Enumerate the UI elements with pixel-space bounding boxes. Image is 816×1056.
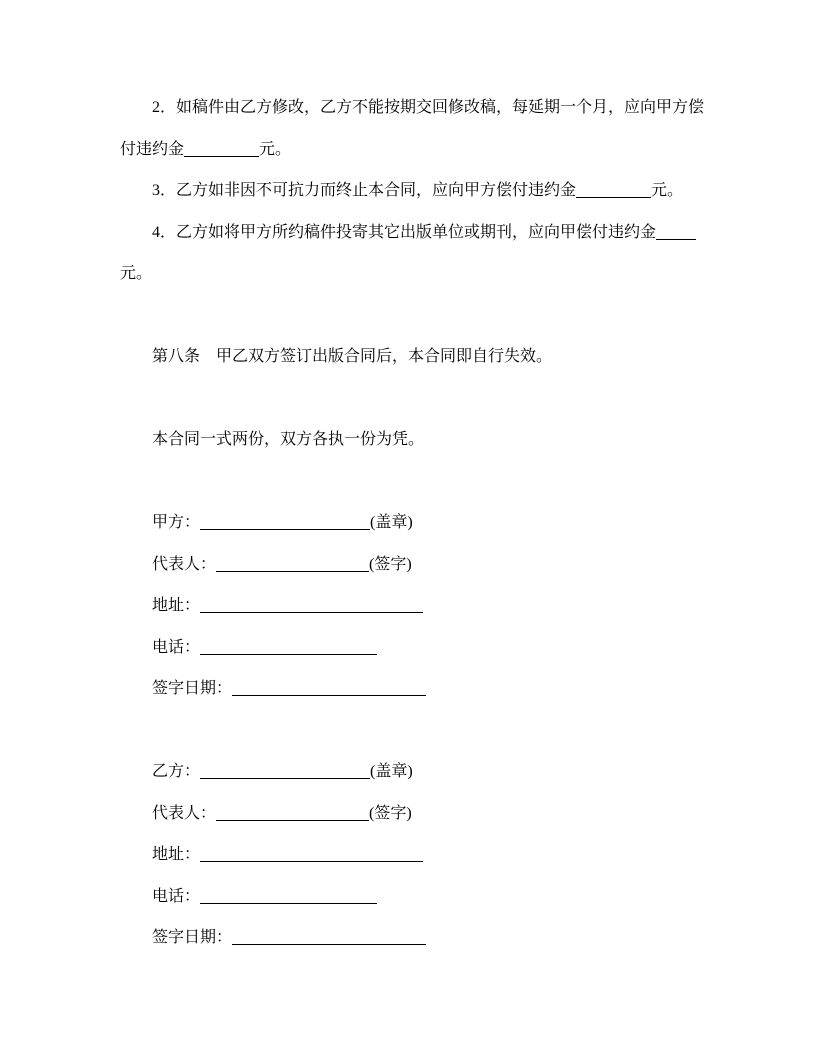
text-run: 第八条 甲乙双方签订出版合同后，本合同即自行失效。 (152, 348, 553, 365)
party-b-phone-line (120, 876, 700, 918)
fill-in-blank[interactable] (200, 764, 370, 779)
text-run: 代表人： (152, 555, 217, 573)
text-run: (签字) (369, 804, 412, 822)
party-b-rep-line (120, 793, 700, 835)
party-a-sign-date-line (120, 668, 700, 710)
text-run: 3．乙方如非因不可抗力而终止本合同，应向甲方偿付违约金 (152, 182, 577, 199)
fill-in-blank[interactable] (184, 142, 259, 157)
text-run: (盖章) (370, 763, 413, 780)
party-b-address-line (120, 834, 700, 876)
text-run: 签字日期： (152, 929, 233, 946)
clause-2-line-2 (120, 129, 700, 171)
text-run: 乙方： (152, 763, 201, 780)
clause-4-line-1 (120, 212, 700, 254)
text-run: 4．乙方如将甲方所约稿件投寄其它出版单位或期刊，应向甲偿付违约金 (152, 223, 657, 241)
document-content (120, 87, 705, 959)
fill-in-blank[interactable] (576, 183, 651, 198)
text-run: 付违约金 (120, 140, 185, 158)
party-a-phone-line (120, 627, 700, 669)
text-run: 代表人： (152, 804, 217, 822)
fill-in-blank[interactable] (232, 930, 426, 945)
clause-2-line-1 (120, 87, 705, 129)
blank-line (120, 295, 700, 337)
fill-in-blank[interactable] (200, 598, 423, 613)
party-b-sign-date-line (120, 917, 700, 959)
text-run: (盖章) (370, 514, 413, 531)
blank-line (120, 378, 700, 420)
blank-line (120, 461, 700, 503)
text-run: 元。 (651, 182, 684, 199)
text-run: 甲方： (152, 514, 201, 531)
fill-in-blank[interactable] (200, 640, 377, 655)
text-run: 地址： (152, 597, 201, 614)
text-run: 元。 (120, 265, 153, 282)
text-run: 元。 (259, 140, 292, 158)
clause-3-line (120, 170, 700, 212)
text-run: 签字日期： (152, 680, 233, 697)
party-b-name-line (120, 751, 700, 793)
text-run: 本合同一式两份，双方各执一份为凭。 (152, 431, 425, 448)
party-a-name-line (120, 502, 700, 544)
text-run: 2．如稿件由乙方修改，乙方不能按期交回修改稿，每延期一个月，应向甲方偿 (152, 99, 705, 116)
text-run: 电话： (152, 638, 201, 656)
party-a-rep-line (120, 544, 700, 586)
copies-line (120, 419, 700, 461)
fill-in-blank[interactable] (200, 515, 370, 530)
text-run: 地址： (152, 846, 201, 863)
fill-in-blank[interactable] (200, 889, 377, 904)
text-run: 电话： (152, 887, 201, 905)
text-run: (签字) (369, 555, 412, 573)
article-8-line (120, 336, 700, 378)
fill-in-blank[interactable] (656, 225, 696, 240)
party-a-address-line (120, 585, 700, 627)
fill-in-blank[interactable] (216, 557, 369, 572)
fill-in-blank[interactable] (200, 847, 423, 862)
fill-in-blank[interactable] (232, 681, 426, 696)
clause-4-line-2 (120, 253, 700, 295)
blank-line (120, 710, 700, 752)
fill-in-blank[interactable] (216, 806, 369, 821)
